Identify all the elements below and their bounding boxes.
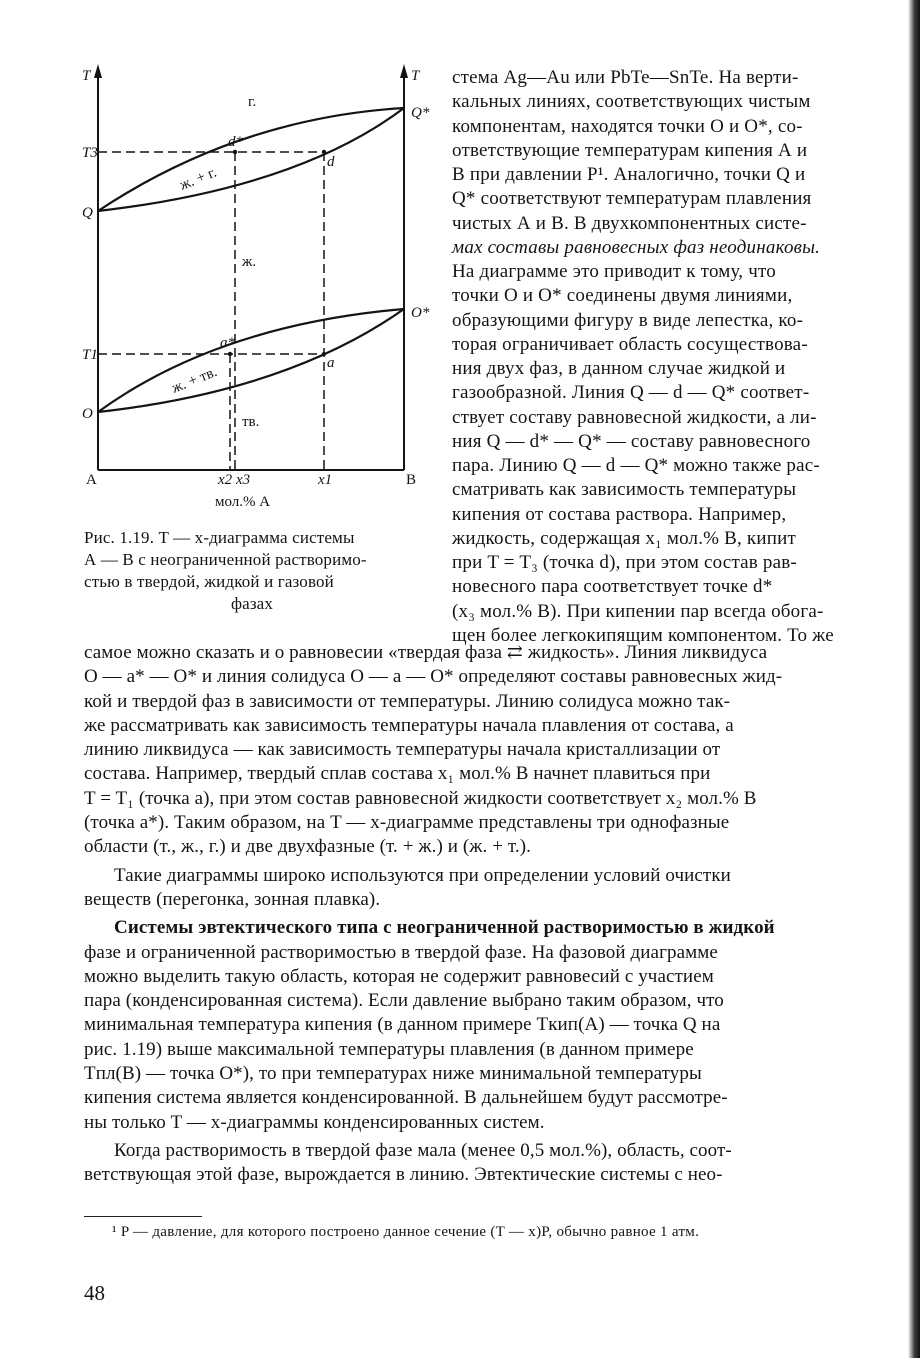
right-column-text <box>452 66 892 648</box>
text-line: образующими фигуру в виде лепестка, ко- <box>452 309 804 331</box>
left-axis-arrow-icon <box>94 64 102 78</box>
text-line: пара. Линию Q — d — Q* можно также рас- <box>452 455 820 476</box>
t-axis-label-right: T <box>411 68 420 84</box>
region-gas-label: г. <box>248 94 257 110</box>
liquid-curve-q-d-qstar <box>98 108 404 211</box>
region-liquid-label: ж. <box>242 254 257 270</box>
text-line: T = T₁ (точка a), при этом состав равновесной жидкости соответствует x₂ мол.% В <box>84 787 757 809</box>
composition-axis-label: мол.% А <box>215 494 271 510</box>
x3-tick-label: x3 <box>236 472 251 488</box>
page-number: 48 <box>84 1281 105 1305</box>
point-astar-label: a* <box>220 335 235 351</box>
text-line: кипения от состава раствора. Например, <box>452 503 787 525</box>
text-line: O — a* — O* и линия солидуса O — a — O* определяют составы равновесных жид- <box>84 666 783 688</box>
point-dstar <box>233 150 237 154</box>
text-line: пара (конденсированная система). Если давление выбрано таким образом, что <box>84 990 724 1012</box>
text-line: ны только T — x-диаграммы конденсированных систем. <box>84 1111 545 1133</box>
text-line: области (т., ж., г.) и две двухфазные (т. + ж.) и (ж. + т.). <box>84 836 531 858</box>
point-dstar-label: d* <box>228 134 243 150</box>
point-astar <box>228 352 232 356</box>
text-line: состава. Например, твердый сплав состава x₁ мол.% В начнет плавиться при <box>84 763 711 785</box>
caption-line: Рис. 1.19. T — x-диаграмма системы <box>84 528 355 547</box>
text-line: сматривать как зависимость температуры <box>452 479 797 501</box>
text-line: (x₃ мол.% В). При кипении пар всегда обога- <box>452 600 824 622</box>
text-line: стема Ag—Au или PbTe—SnTe. На верти- <box>452 67 799 88</box>
liquidus-curve-o-astar-ostar <box>98 309 404 412</box>
caption-line: А — В с неограниченной растворимо- <box>84 550 367 569</box>
text-line: газообразной. Линия Q — d — Q* соответ- <box>452 382 810 404</box>
text-line: ния Q — d* — Q* — составу равновесного <box>452 430 811 452</box>
point-d <box>322 150 326 154</box>
text-line: кипения система является конденсированной. В дальнейшем будут рассмотре- <box>84 1087 728 1109</box>
text-line: веществ (перегонка, зонная плавка). <box>84 888 381 910</box>
text-line: ветствующая этой фазе, вырождается в линию. Эвтектические системы с нео- <box>84 1164 723 1186</box>
component-b-label: B <box>406 472 417 488</box>
text-line: (точка a*). Таким образом, на T — x-диаграмме представлены три однофазные <box>84 812 730 834</box>
point-ostar-label: O* <box>411 305 430 321</box>
section-heading-line: Системы эвтектического типа с неограниченной растворимостью в жидкой <box>114 917 775 939</box>
text-line: компонентам, находятся точки O и O*, со- <box>452 115 803 137</box>
text-line: щен более легкокипящим компонентом. То же <box>452 624 834 646</box>
text-line: можно выделить такую область, которая не содержит равновесий с участием <box>84 965 714 987</box>
text-line: рис. 1.19) выше максимальной температуры плавления (в данном примере <box>84 1038 694 1060</box>
text-line: кой и твердой фаз в зависимости от температуры. Линию солидуса можно так- <box>84 690 731 712</box>
text-line: Q* соответствуют температурам плавления <box>452 188 812 210</box>
text-line: кальных линиях, соответствующих чистым <box>452 91 811 113</box>
vapor-curve-q-dstar-qstar <box>98 108 404 211</box>
component-a-label: A <box>86 472 97 488</box>
text-line: самое можно сказать и о равновесии «твердая фаза ⇄ жидкость». Линия ликвидуса <box>84 642 768 663</box>
footnote: ¹ P — давление, для которого построено данное сечение (T — x)P, обычно равное 1 атм. <box>112 1224 700 1240</box>
footnote-rule <box>84 1216 202 1217</box>
text-line: жидкость, содержащая x₁ мол.% В, кипит <box>452 527 796 549</box>
text-line: новесного пара соответствует точке d* <box>452 576 773 598</box>
tx-diagram <box>78 60 438 520</box>
point-o-label: O <box>82 406 93 422</box>
point-qstar-label: Q* <box>411 105 430 121</box>
t1-label: T1 <box>82 347 98 363</box>
text-line: мах составы равновесных фаз неодинаковы. <box>452 236 821 258</box>
solidus-curve-o-a-ostar <box>98 309 404 412</box>
region-liquid-gas-label: ж. + г. <box>177 164 220 194</box>
scan-edge-shadow <box>908 0 920 1358</box>
right-axis-arrow-icon <box>400 64 408 78</box>
x1-tick-label: x1 <box>318 472 333 488</box>
figure-caption <box>84 527 420 615</box>
full-width-text <box>84 641 892 1188</box>
x2-tick-label: x2 <box>218 472 233 488</box>
region-liquid-solid-label: ж. + тв. <box>169 364 220 397</box>
text-line: минимальная температура кипения (в данном примере Tкип(А) — точка Q на <box>84 1014 721 1036</box>
text-line: же рассматривать как зависимость температуры начала плавления от состава, а <box>84 714 734 736</box>
text-line: Tпл(В) — точка O*), то при температурах ниже минимальной температуры <box>84 1063 702 1085</box>
phase-diagram-figure <box>78 60 438 520</box>
region-solid-label: тв. <box>242 414 260 430</box>
point-a <box>322 352 326 356</box>
text-line: ответствующие температурам кипения А и <box>452 139 808 161</box>
caption-line: фазах <box>230 594 274 613</box>
text-line: В при давлении P¹. Аналогично, точки Q и <box>452 164 806 185</box>
text-line: ствует составу равновесной жидкости, а ли- <box>452 406 817 428</box>
text-line: ния двух фаз, в данном случае жидкой и <box>452 358 786 379</box>
point-a-label: a <box>327 355 335 371</box>
point-q-label: Q <box>82 205 93 221</box>
text-line: чистых А и В. В двухкомпонентных систе- <box>452 212 807 234</box>
text-line: Такие диаграммы широко используются при определении условий очистки <box>114 864 731 886</box>
text-line: линию ликвидуса — как зависимость температуры начала кристаллизации от <box>84 739 721 761</box>
t-axis-label-left: T <box>82 68 91 84</box>
text-line: точки O и O* соединены двумя линиями, <box>452 285 793 307</box>
text-line: фазе и ограниченной растворимостью в твердой фазе. На фазовой диаграмме <box>84 941 718 963</box>
text-line: торая ограничивает область сосуществова- <box>452 333 808 355</box>
t3-label: T3 <box>82 145 98 161</box>
caption-line: стью в твердой, жидкой и газовой <box>84 572 334 591</box>
point-d-label: d <box>327 154 335 170</box>
text-line: На диаграмме это приводит к тому, что <box>452 261 776 282</box>
text-line: при T = T₃ (точка d), при этом состав рав- <box>452 552 797 573</box>
text-line: Когда растворимость в твердой фазе мала (менее 0,5 мол.%), область, соот- <box>114 1139 732 1161</box>
